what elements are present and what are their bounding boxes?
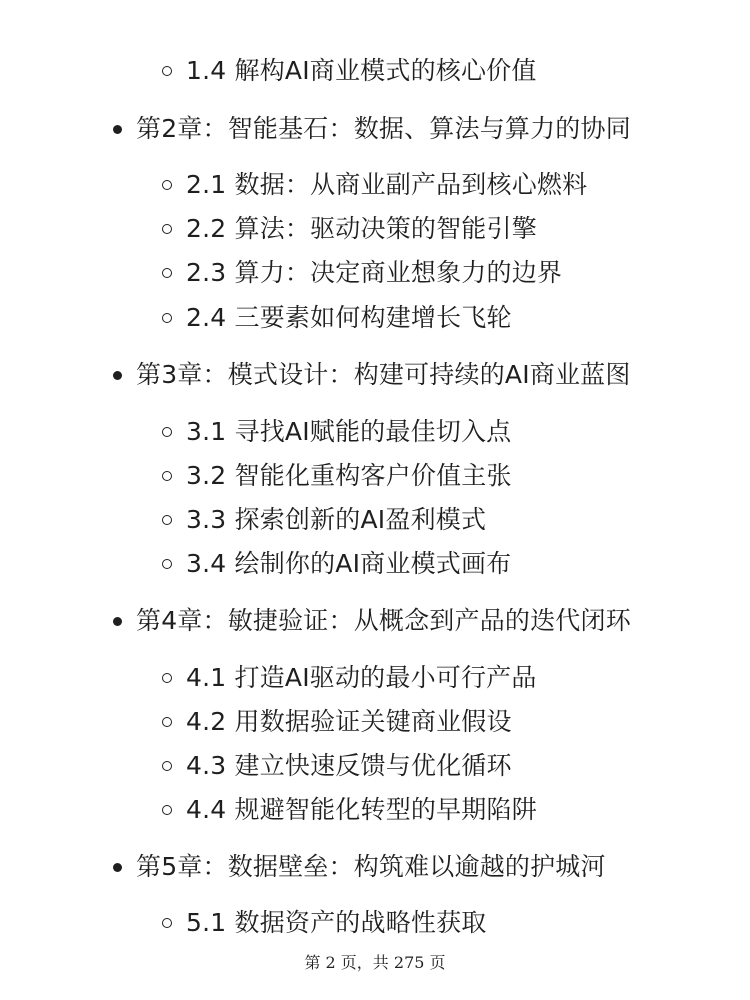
toc-section-5-1[interactable] <box>162 907 487 939</box>
toc-chapter-5[interactable] <box>113 851 606 883</box>
hollow-circle-bullet-icon <box>162 761 172 771</box>
toc-section-3-2[interactable] <box>162 460 512 492</box>
toc-section-2-3[interactable] <box>162 257 562 289</box>
filled-circle-bullet-icon <box>113 863 122 872</box>
hollow-circle-bullet-icon <box>162 805 172 815</box>
toc-chapter-2[interactable] <box>113 113 631 145</box>
toc-section-3-4[interactable] <box>162 548 511 580</box>
toc-section-2-1[interactable] <box>162 169 587 201</box>
hollow-circle-bullet-icon <box>162 224 172 234</box>
filled-circle-bullet-icon <box>113 371 122 380</box>
toc-section-4-2[interactable] <box>162 706 512 738</box>
filled-circle-bullet-icon <box>113 125 122 134</box>
toc-entry-label: 3.4 绘制你的AI商业模式画布 <box>186 549 512 578</box>
toc-section-4-4[interactable] <box>162 794 537 826</box>
toc-entry-label: 4.4 规避智能化转型的早期陷阱 <box>186 795 537 824</box>
hollow-circle-bullet-icon <box>162 559 172 569</box>
hollow-circle-bullet-icon <box>162 918 172 928</box>
hollow-circle-bullet-icon <box>162 427 172 437</box>
toc-entry-label: 2.3 算力：决定商业想象力的边界 <box>186 258 563 287</box>
toc-entry-label: 第2章：智能基石：数据、算法与算力的协同 <box>136 114 631 143</box>
toc-entry-label: 第3章：模式设计：构建可持续的AI商业蓝图 <box>136 360 631 389</box>
hollow-circle-bullet-icon <box>162 268 172 278</box>
filled-circle-bullet-icon <box>113 617 122 626</box>
toc-entry-label: 3.3 探索创新的AI盈利模式 <box>186 505 487 534</box>
toc-section-3-3[interactable] <box>162 504 486 536</box>
toc-chapter-4[interactable] <box>113 605 631 637</box>
toc-entry-label: 第5章：数据壁垒：构筑难以逾越的护城河 <box>136 852 606 881</box>
page-number-footer: 第 2 页，共 275 页 <box>304 953 446 972</box>
hollow-circle-bullet-icon <box>162 180 172 190</box>
hollow-circle-bullet-icon <box>162 66 172 76</box>
hollow-circle-bullet-icon <box>162 515 172 525</box>
toc-entry-label: 3.2 智能化重构客户价值主张 <box>186 461 512 490</box>
toc-entry-label: 1.4 解构AI商业模式的核心价值 <box>186 56 537 85</box>
toc-entry-label: 5.1 数据资产的战略性获取 <box>186 908 487 937</box>
toc-entry-label: 3.1 寻找AI赋能的最佳切入点 <box>186 417 512 446</box>
toc-entry-label: 2.4 三要素如何构建增长飞轮 <box>186 303 512 332</box>
hollow-circle-bullet-icon <box>162 717 172 727</box>
toc-entry-label: 4.1 打造AI驱动的最小可行产品 <box>186 663 537 692</box>
hollow-circle-bullet-icon <box>162 471 172 481</box>
toc-entry-label: 2.1 数据：从商业副产品到核心燃料 <box>186 170 588 199</box>
toc-entry-label: 2.2 算法：驱动决策的智能引擎 <box>186 214 537 243</box>
toc-section-1-4[interactable] <box>162 55 537 87</box>
hollow-circle-bullet-icon <box>162 313 172 323</box>
toc-section-3-1[interactable] <box>162 416 511 448</box>
toc-entry-label: 第4章：敏捷验证：从概念到产品的迭代闭环 <box>136 606 631 635</box>
toc-section-4-1[interactable] <box>162 662 537 694</box>
toc-entry-label: 4.3 建立快速反馈与优化循环 <box>186 751 512 780</box>
toc-section-2-2[interactable] <box>162 213 537 245</box>
toc-section-2-4[interactable] <box>162 302 512 334</box>
toc-entry-label: 4.2 用数据验证关键商业假设 <box>186 707 512 736</box>
toc-section-4-3[interactable] <box>162 750 512 782</box>
toc-chapter-3[interactable] <box>113 359 631 391</box>
hollow-circle-bullet-icon <box>162 673 172 683</box>
